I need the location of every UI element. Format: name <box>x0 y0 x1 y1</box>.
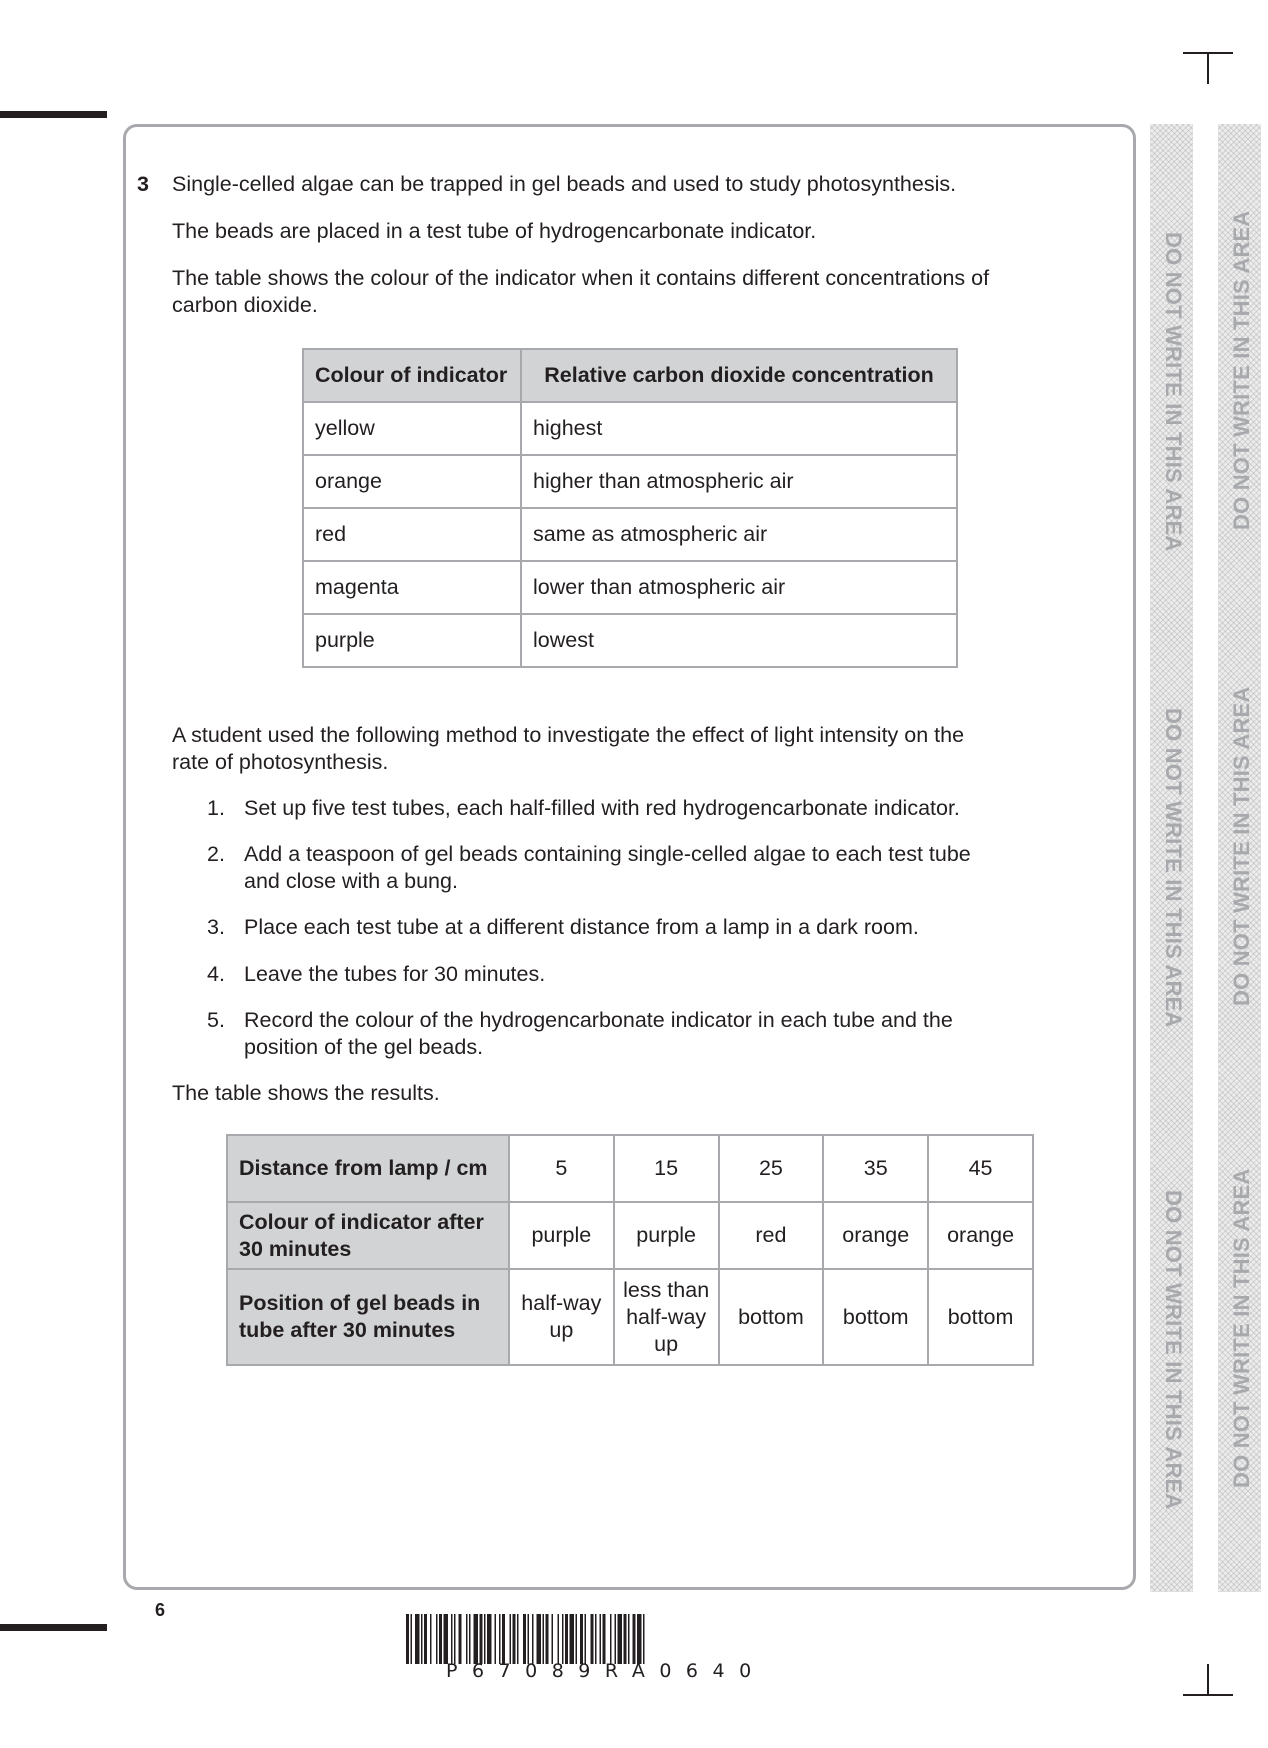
table-cell: bottom <box>823 1269 928 1365</box>
margin-warning: DO NOT WRITE IN THIS AREA <box>1161 232 1186 552</box>
row-header: Colour of indicator after 30 minutes <box>227 1202 509 1269</box>
step-text: Add a teaspoon of gel beads containing single-celled algae to each test tube and close with a bung. <box>244 842 971 893</box>
table-header: Relative carbon dioxide concentration <box>521 349 957 402</box>
margin-warning: DO NOT WRITE IN THIS AREA <box>1229 1168 1254 1488</box>
table-cell: same as atmospheric air <box>521 508 957 561</box>
table-cell: red <box>719 1202 824 1269</box>
step-number: 2. <box>207 842 225 866</box>
table-row <box>303 561 957 614</box>
question-number: 3 <box>137 172 149 196</box>
crop-mark <box>1183 1694 1233 1696</box>
step-number: 4. <box>207 962 225 986</box>
step-text: Set up five test tubes, each half-filled with red hydrogencarbonate indicator. <box>244 796 960 820</box>
table-cell: less than half-way up <box>614 1269 719 1365</box>
table-cell: half-way up <box>509 1269 614 1365</box>
intro-line-1: Single-celled algae can be trapped in gel beads and used to study photosynthesis. <box>172 172 957 196</box>
table-cell: purple <box>303 614 521 667</box>
intro-line-3: The table shows the colour of the indicator when it contains different concentrations of carbon dioxide. <box>172 266 990 317</box>
table-cell: yellow <box>303 402 521 455</box>
step-number: 5. <box>207 1008 225 1032</box>
step-number: 1. <box>207 796 225 820</box>
table-row <box>303 402 957 455</box>
row-header: Distance from lamp / cm <box>227 1135 509 1202</box>
table-cell: purple <box>614 1202 719 1269</box>
table-row <box>303 455 957 508</box>
table-cell: purple <box>509 1202 614 1269</box>
table-cell: lower than atmospheric air <box>521 561 957 614</box>
table-cell: higher than atmospheric air <box>521 455 957 508</box>
page-number: 6 <box>155 1600 166 1620</box>
intro-line-2: The beads are placed in a test tube of hydrogencarbonate indicator. <box>172 219 817 243</box>
barcode-text: P67089RA0640 <box>446 1660 766 1682</box>
step-text: Place each test tube at a different distance from a lamp in a dark room. <box>244 915 919 939</box>
table-row <box>227 1135 1033 1202</box>
method-intro: A student used the following method to investigate the effect of light intensity on the rate of photosynthesis. <box>172 723 965 774</box>
table-cell: 25 <box>719 1135 824 1202</box>
crop-mark <box>1207 1664 1209 1694</box>
margin-warning: DO NOT WRITE IN THIS AREA <box>1161 708 1186 1028</box>
table-cell: 5 <box>509 1135 614 1202</box>
margin-warning: DO NOT WRITE IN THIS AREA <box>1161 1190 1186 1510</box>
table-cell: 35 <box>823 1135 928 1202</box>
barcode <box>406 1614 856 1664</box>
table-row <box>303 508 957 561</box>
table-row <box>227 1269 1033 1365</box>
step-number: 3. <box>207 915 225 939</box>
step-text: Record the colour of the hydrogencarbonate indicator in each tube and the position of the gel beads. <box>244 1008 953 1059</box>
table-cell: 45 <box>928 1135 1033 1202</box>
table-cell: red <box>303 508 521 561</box>
table-row <box>303 614 957 667</box>
table-cell: orange <box>823 1202 928 1269</box>
table-cell: bottom <box>928 1269 1033 1365</box>
table-cell: bottom <box>719 1269 824 1365</box>
margin-bar-bottom <box>0 1624 107 1631</box>
table-header: Colour of indicator <box>303 349 521 402</box>
margin-warning: DO NOT WRITE IN THIS AREA <box>1229 210 1254 530</box>
margin-bar-top <box>0 111 107 118</box>
crop-mark <box>1207 54 1209 84</box>
table-row <box>227 1202 1033 1269</box>
table-cell: lowest <box>521 614 957 667</box>
results-table <box>226 1134 1034 1366</box>
margin-warning: DO NOT WRITE IN THIS AREA <box>1229 686 1254 1006</box>
table-cell: highest <box>521 402 957 455</box>
table-cell: 15 <box>614 1135 719 1202</box>
indicator-table <box>302 348 958 668</box>
table-cell: orange <box>928 1202 1033 1269</box>
table-cell: orange <box>303 455 521 508</box>
results-intro: The table shows the results. <box>172 1081 440 1105</box>
table-cell: magenta <box>303 561 521 614</box>
step-text: Leave the tubes for 30 minutes. <box>244 962 546 986</box>
row-header: Position of gel beads in tube after 30 minutes <box>227 1269 509 1365</box>
